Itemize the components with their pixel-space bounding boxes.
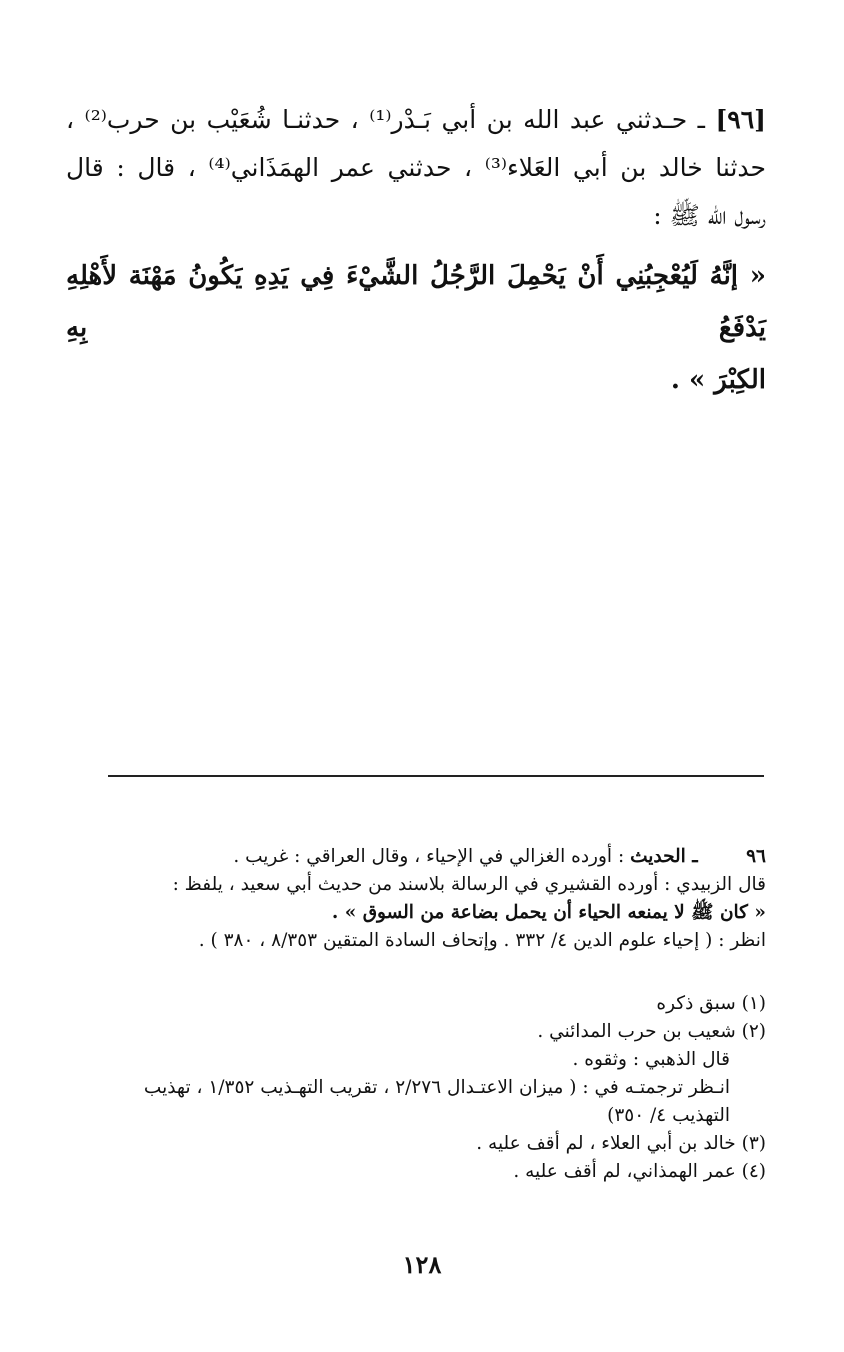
footnotes xyxy=(66,990,766,1186)
isnad-line-2: حدثنا خالد بن أبي العَلاء⁽³⁾ ، حدثني عمر الهمَذَاني⁽⁴⁾ ، قال : قال xyxy=(66,153,767,182)
grading-label: ٩٦ ـ الحديث xyxy=(630,846,766,867)
page-number: ١٢٨ xyxy=(402,1250,442,1279)
grading-line-4: انظر : ( إحياء علوم الدين ٤/ ٣٣٢ . وإتحاف السادة المتقين ٨/٣٥٣ ، ٣٨٠ ) . xyxy=(198,930,766,951)
footnote-divider xyxy=(108,775,764,777)
hadith-text-block xyxy=(66,96,766,406)
footnote-2-dhahabi: قال الذهبي : وثقوه . xyxy=(572,1049,730,1070)
footnote-1: (١) سبق ذكره xyxy=(656,993,766,1014)
isnad-line-3: رسول الله ﷺ : xyxy=(653,201,766,230)
footnote-2-refs: انـظر ترجمتـه في : ( ميزان الاعتـدال ٢/٢٧٦ ، تقريب التهـذيب ١/٣٥٢ ، تهذيب xyxy=(143,1077,730,1098)
hadith-matn-line-2: الكِبْرَ » . xyxy=(670,365,766,395)
hadith-matn-line-1: « إنَّهُ لَيُعْجِبُنِي أَنْ يَحْمِلَ الرَّجُلُ الشَّيْءَ فِي يَدِهِ يَكُونُ مَهْنَة لأَهْلِهِ يَدْفَعُ بِهِ xyxy=(66,261,766,343)
grading-text-1: : أورده الغزالي في الإحياء ، وقال العراقي : غريب . xyxy=(233,846,631,867)
footnote-3: (٣) خالد بن أبي العلاء ، لم أقف عليه . xyxy=(476,1133,766,1154)
isnad-line-1 xyxy=(66,96,766,144)
grading-notes xyxy=(66,843,766,955)
footnote-4: (٤) عمر الهمذاني، لم أقف عليه . xyxy=(513,1161,766,1182)
grading-line-1 xyxy=(66,843,766,871)
grading-line-2: قال الزبيدي : أورده القشيري في الرسالة بلاسند من حديث أبي سعيد ، يلفظ : xyxy=(172,874,766,895)
footnote-2: (٢) شعيب بن حرب المدائني . xyxy=(537,1021,766,1042)
footnote-2-refs-cont: التهذيب ٤/ ٣٥٠) xyxy=(607,1105,730,1126)
hadith-number: [٩٦] xyxy=(715,105,766,134)
grading-line-3: « كان ﷺ لا يمنعه الحياء أن يحمل بضاعة من السوق » . xyxy=(331,902,766,923)
isnad-text-1: ـ حـدثني عبد الله بن أبي بَـدْر⁽¹⁾ ، حدثنـا شُعَيْب بن حرب⁽²⁾ ، xyxy=(66,105,705,134)
